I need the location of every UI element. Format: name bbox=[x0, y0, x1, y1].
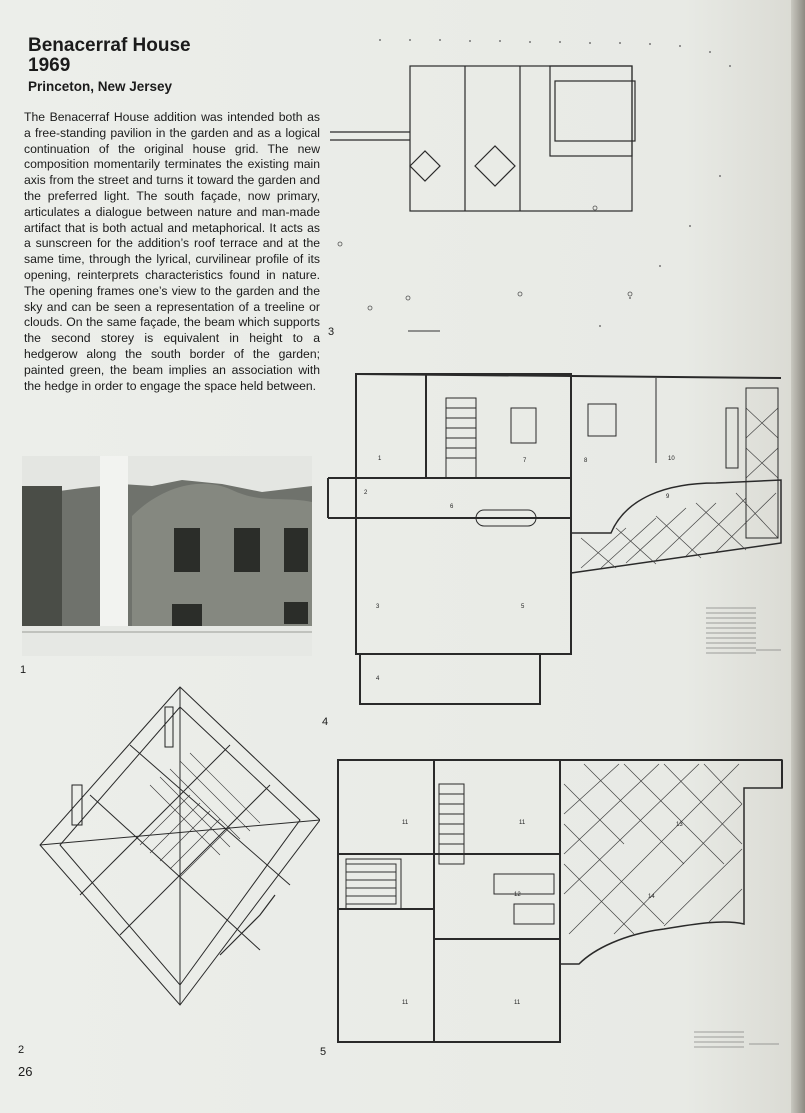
upper-room-label-12: 12 bbox=[514, 892, 521, 898]
upper-room-label-14: 14 bbox=[648, 894, 655, 900]
room-label-3: 3 bbox=[376, 604, 380, 610]
figure-number-5: 5 bbox=[320, 1046, 327, 1058]
ground-floor-plan bbox=[326, 368, 786, 718]
upper-room-label-11b: 11 bbox=[519, 820, 526, 826]
room-label-8: 8 bbox=[584, 458, 588, 464]
title-line-1: Benacerraf House bbox=[28, 35, 191, 56]
upper-room-label-11c: 11 bbox=[402, 1000, 409, 1006]
page-title bbox=[28, 36, 191, 76]
page-edge bbox=[791, 0, 805, 1113]
room-label-1: 1 bbox=[378, 456, 382, 462]
upper-floor-plan bbox=[324, 754, 789, 1059]
upper-room-label-11a: 11 bbox=[402, 820, 409, 826]
figure-number-2: 2 bbox=[18, 1044, 25, 1056]
title-line-2: 1969 bbox=[28, 55, 71, 76]
upper-room-label-13: 13 bbox=[676, 822, 683, 828]
figure-number-4: 4 bbox=[322, 716, 329, 728]
room-label-10: 10 bbox=[668, 456, 675, 462]
page-subtitle: Princeton, New Jersey bbox=[28, 79, 173, 94]
room-label-4: 4 bbox=[376, 676, 380, 682]
axonometric-drawing bbox=[20, 685, 320, 1035]
body-paragraph: The Benacerraf House addition was intended both as a free-standing pavilion in the garden and as a logical continuation of the original house grid. The new composition momentarily terminates the existing main axis from the street and turns it toward the garden and the preferred light. The south façade, now primary, articulates a dialogue between nature and man-made artifact that is both actual and metaphorical. It acts as a sunscreen for the addition’s roof terrace and at the same time, through the lyrical, curvilinear profile of its opening, reinterprets characteristics found in nature. The opening frames one’s view to the garden and the sky and can be seen a representation of a treeline or clouds. On the same façade, the beam which supports the second storey is equivalent in height to a hedgerow along the south border of the garden; painted green, the beam implies an association with the hedge in order to engage the space held between. bbox=[24, 110, 320, 393]
upper-room-label-11d: 11 bbox=[514, 1000, 521, 1006]
figure-number-1: 1 bbox=[20, 664, 27, 676]
room-label-6: 6 bbox=[450, 504, 454, 510]
room-label-2: 2 bbox=[364, 490, 368, 496]
facade-photo bbox=[22, 456, 312, 656]
page-number: 26 bbox=[18, 1064, 33, 1079]
room-label-7: 7 bbox=[523, 458, 527, 464]
figure-number-3: 3 bbox=[328, 326, 335, 338]
room-label-5: 5 bbox=[521, 604, 525, 610]
site-plan bbox=[330, 36, 740, 341]
room-label-9: 9 bbox=[666, 494, 670, 500]
